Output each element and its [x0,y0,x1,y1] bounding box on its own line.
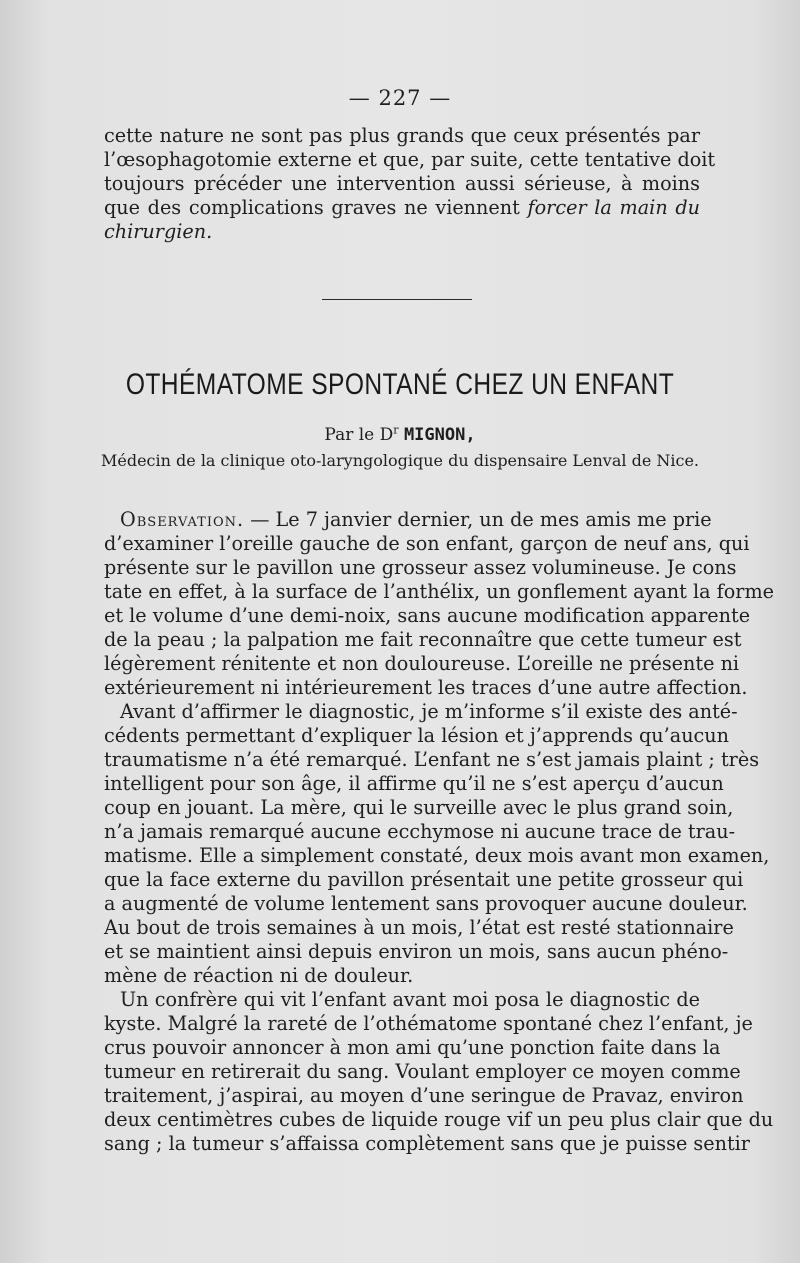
text-line-mixed [104,196,700,220]
text-line: d’examiner l’oreille gauche de son enfant, garçon de neuf ans, qui [104,532,750,555]
article-title: OTHÉMATOME SPONTANÉ CHEZ UN ENFANT [125,368,675,401]
text-line: a augmenté de volume lentement sans provoquer aucune douleur. [104,892,748,915]
text-line: Un confrère qui vit l’enfant avant moi posa le diagnostic de [120,988,700,1011]
text-line: crus pouvoir annoncer à mon ami qu’une ponction faite dans la [104,1036,721,1059]
text-line: et se maintient ainsi depuis environ un mois, sans aucun phéno- [104,940,729,963]
article-body [104,508,775,1156]
author-name: MIGNON, [403,425,476,445]
text-line: kyste. Malgré la rareté de l’othématome spontané chez l’enfant, je [104,1012,753,1035]
text-line: sang ; la tumeur s’affaissa complètement sans que je puisse sentir [104,1132,750,1155]
observation-first-line [104,508,712,532]
observation-label: Observation. [120,508,245,531]
italic-phrase: chirurgien. [104,220,213,243]
italic-phrase: forcer la main du [527,196,700,219]
text-line: matisme. Elle a simplement constaté, deux mois avant mon examen, [104,844,770,867]
section-divider [322,299,472,300]
text-line: présente sur le pavillon une grosseur assez volumineuse. Je cons [104,556,737,579]
text-line: intelligent pour son âge, il affirme qu’il ne s’est aperçu d’aucun [104,772,724,795]
text-line: légèrement rénitente et non douloureuse. L’oreille ne présente ni [104,652,740,675]
byline-prefix: Par le D [324,425,394,445]
text-line: n’a jamais remarqué aucune ecchymose ni aucune trace de trau- [104,820,736,843]
observation-lead: — Le 7 janvier dernier, un de mes amis me prie [244,508,712,531]
text-line: l’œsophagotomie externe et que, par suite, cette tentative doit [104,148,716,171]
text-line: tumeur en retirerait du sang. Voulant employer ce moyen comme [104,1060,741,1083]
text-line: traumatisme n’a été remarqué. L’enfant ne s’est jamais plaint ; très [104,748,760,771]
text-line: Au bout de trois semaines à un mois, l’état est resté stationnaire [104,916,734,939]
text-line: et le volume d’une demi-noix, sans aucune modification apparente [104,604,751,627]
byline-superscript: r [393,423,399,437]
text-line: deux centimètres cubes de liquide rouge vif un peu plus clair que du [104,1108,774,1131]
text-line-roman: que des complications graves ne viennent [104,196,520,219]
text-line [104,220,700,244]
text-line: cédents permettant d’expliquer la lésion et j’apprends qu’aucun [104,724,730,747]
text-line: que la face externe du pavillon présentait une petite grosseur qui [104,868,744,891]
author-byline [0,425,800,445]
author-affiliation: Médecin de la clinique oto-laryngologique du dispensaire Lenval de Nice. [100,451,700,470]
text-line: Avant d’affirmer le diagnostic, je m’informe s’il existe des anté- [120,700,738,723]
page-number: — 227 — [348,86,452,110]
intro-paragraph [104,124,716,244]
text-line: de la peau ; la palpation me fait reconnaître que cette tumeur est [104,628,742,651]
text-line: cette nature ne sont pas plus grands que ceux présentés par [104,124,700,147]
text-line: toujours précéder une intervention aussi sérieuse, à moins [104,172,700,195]
text-line: tate en effet, à la surface de l’anthélix, un gonflement ayant la forme [104,580,775,603]
text-line: extérieurement ni intérieurement les traces d’une autre affection. [104,676,748,699]
text-line: coup en jouant. La mère, qui le surveille avec le plus grand soin, [104,796,734,819]
text-line: traitement, j’aspirai, au moyen d’une seringue de Pravaz, environ [104,1084,744,1107]
text-line: mène de réaction ni de douleur. [104,964,414,987]
